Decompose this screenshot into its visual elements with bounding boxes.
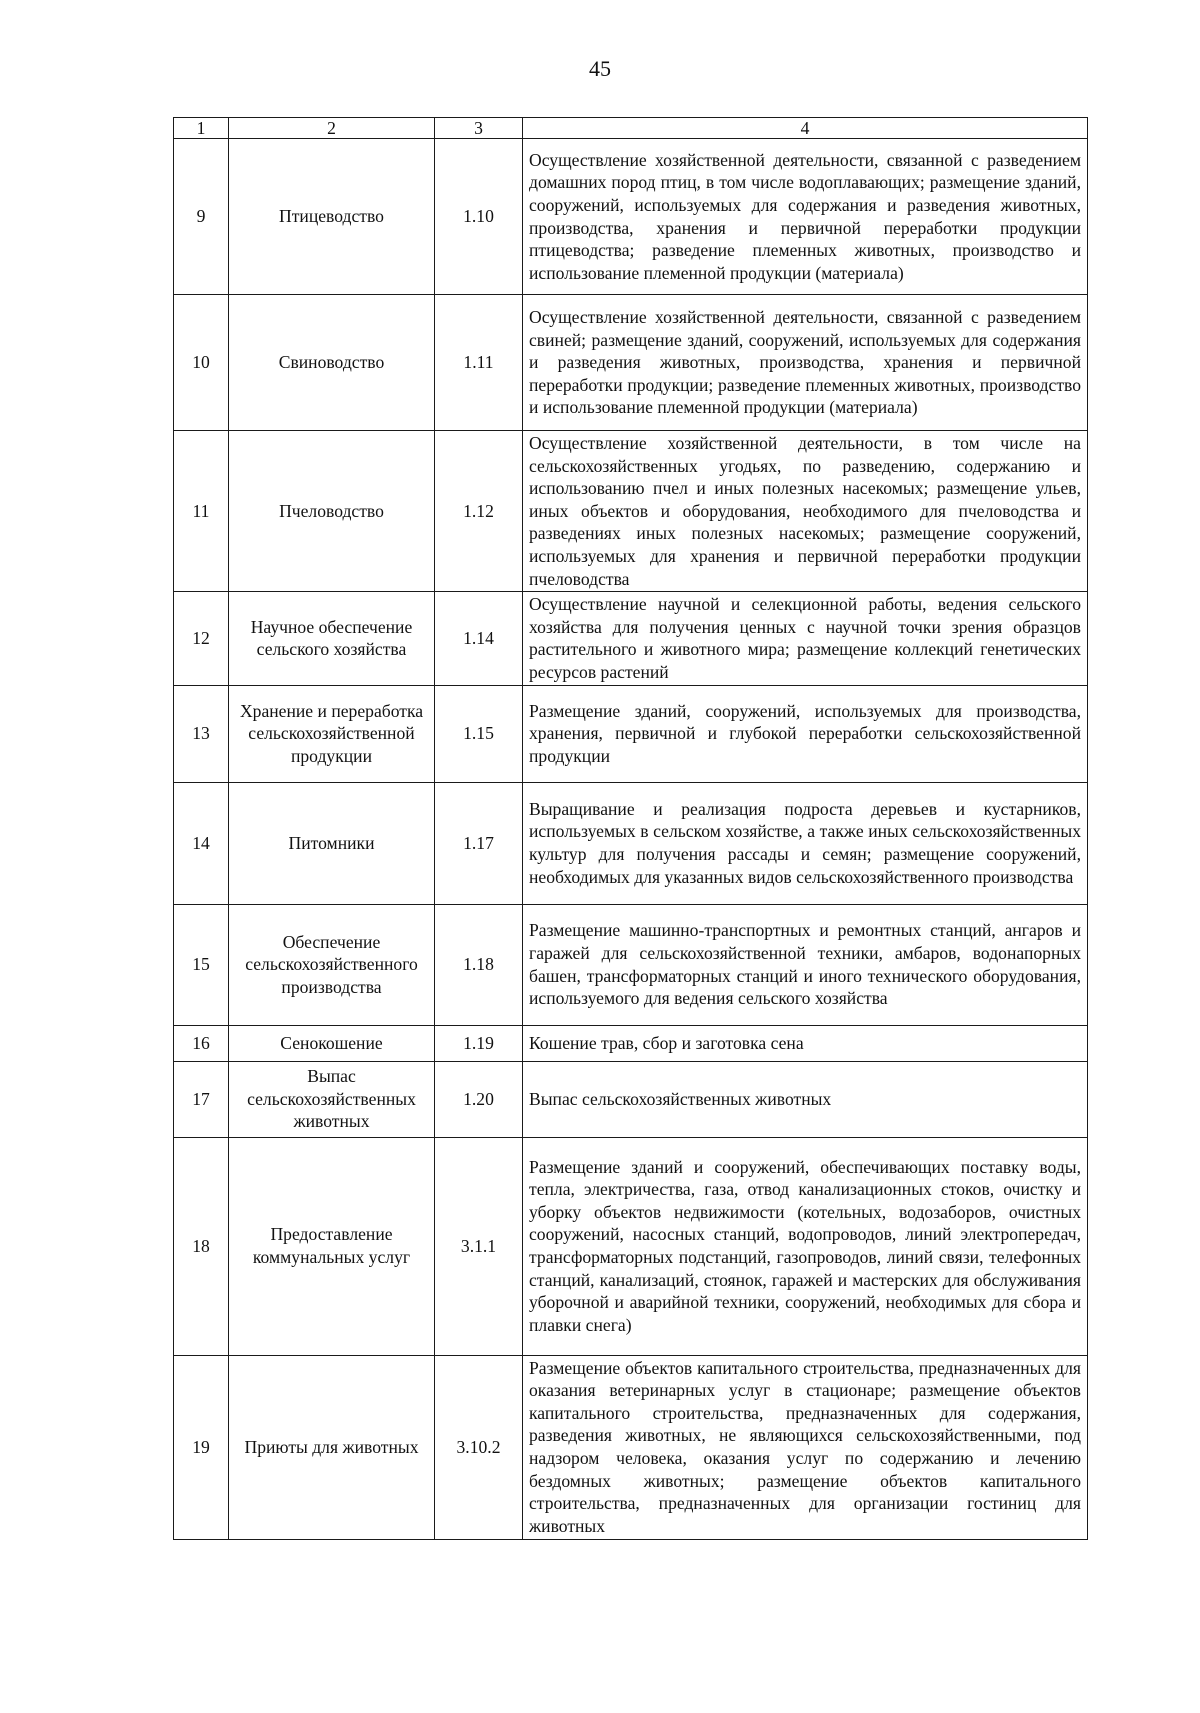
land-use-code: 3.10.2	[435, 1355, 523, 1539]
land-use-description: Размещение зданий и сооружений, обеспечивающих поставку воды, тепла, электричества, газа, отвод канализационных стоков, очистку и уборку объектов недвижимости (котельных, водозаборов, очистных сооружений, насосных станций, водопроводов, линий электропередач, трансформаторных подстанций, газопроводов, линий связи, телефонных станций, канализаций, стоянок, гаражей и мастерских для обслуживания уборочной и аварийной техники, сооружений, необходимых для сбора и плавки снега)	[523, 1137, 1088, 1355]
table-row	[174, 139, 1088, 295]
land-use-description: Выращивание и реализация подроста деревьев и кустарников, используемых в сельском хозяйстве, а также иных сельскохозяйственных культур для получения рассады и семян; размещение сооружений, необходимых для указанных видов сельскохозяйственного производства	[523, 782, 1088, 904]
land-use-code: 1.10	[435, 139, 523, 295]
header-cell: 1	[174, 118, 229, 139]
land-use-description: Размещение зданий, сооружений, используемых для производства, хранения, первичной и глубокой переработки сельскохозяйственной продукции	[523, 685, 1088, 782]
land-use-description: Осуществление хозяйственной деятельности, в том числе на сельскохозяйственных угодьях, по разведению, содержанию и использованию пчел и иных полезных насекомых; размещение ульев, иных объектов и оборудования, необходимого для пчеловодства и разведениях иных полезных насекомых; размещение сооружений, используемых для хранения и первичной переработки продукции пчеловодства	[523, 431, 1088, 592]
land-use-code: 1.17	[435, 782, 523, 904]
land-use-name: Приюты для животных	[229, 1355, 435, 1539]
header-cell: 4	[523, 118, 1088, 139]
land-use-code: 1.19	[435, 1025, 523, 1061]
row-number: 12	[174, 592, 229, 685]
table-row	[174, 782, 1088, 904]
row-number: 9	[174, 139, 229, 295]
land-use-name: Хранение и переработка сельскохозяйственной продукции	[229, 685, 435, 782]
land-use-name: Пчеловодство	[229, 431, 435, 592]
land-use-name: Птицеводство	[229, 139, 435, 295]
land-use-description: Размещение машинно-транспортных и ремонтных станций, ангаров и гаражей для сельскохозяйственной техники, амбаров, водонапорных башен, трансформаторных станций и иного технического оборудования, используемого для ведения сельского хозяйства	[523, 904, 1088, 1025]
land-use-code: 1.14	[435, 592, 523, 685]
land-use-name: Сенокошение	[229, 1025, 435, 1061]
table-row	[174, 1137, 1088, 1355]
land-use-code: 1.11	[435, 295, 523, 431]
header-cell: 3	[435, 118, 523, 139]
land-use-code: 3.1.1	[435, 1137, 523, 1355]
land-use-code: 1.20	[435, 1061, 523, 1137]
table-row	[174, 431, 1088, 592]
table-row	[174, 1025, 1088, 1061]
row-number: 18	[174, 1137, 229, 1355]
row-number: 14	[174, 782, 229, 904]
land-use-code: 1.15	[435, 685, 523, 782]
header-row	[174, 118, 1088, 139]
header-cell: 2	[229, 118, 435, 139]
land-use-code: 1.18	[435, 904, 523, 1025]
land-use-name: Выпас сельскохозяйственных животных	[229, 1061, 435, 1137]
land-use-name: Свиноводство	[229, 295, 435, 431]
table-row	[174, 685, 1088, 782]
table-row	[174, 1061, 1088, 1137]
land-use-table	[173, 117, 1088, 1540]
land-use-description: Кошение трав, сбор и заготовка сена	[523, 1025, 1088, 1061]
land-use-description: Размещение объектов капитального строительства, предназначенных для оказания ветеринарных услуг в стационаре; размещение объектов капитального строительства, предназначенных для содержания, разведения животных, не являющихся сельскохозяйственными, под надзором человека, оказания услуг по содержанию и лечению бездомных животных; размещение объектов капитального строительства, предназначенных для организации гостиниц для животных	[523, 1355, 1088, 1539]
land-use-name: Предоставление коммунальных услуг	[229, 1137, 435, 1355]
table-row	[174, 1355, 1088, 1539]
land-use-name: Научное обеспечение сельского хозяйства	[229, 592, 435, 685]
table-row	[174, 295, 1088, 431]
land-use-description: Осуществление хозяйственной деятельности, связанной с разведением домашних пород птиц, в том числе водоплавающих; размещение зданий, сооружений, используемых для содержания и разведения животных, производства, хранения и первичной переработки продукции птицеводства; разведение племенных животных, производство и использование племенной продукции (материала)	[523, 139, 1088, 295]
row-number: 10	[174, 295, 229, 431]
land-use-name: Обеспечение сельскохозяйственного производства	[229, 904, 435, 1025]
row-number: 15	[174, 904, 229, 1025]
row-number: 11	[174, 431, 229, 592]
land-use-description: Осуществление научной и селекционной работы, ведения сельского хозяйства для получения ценных с научной точки зрения образцов растительного и животного мира; размещение коллекций генетических ресурсов растений	[523, 592, 1088, 685]
table-row	[174, 592, 1088, 685]
page-number: 45	[589, 56, 611, 81]
land-use-description: Выпас сельскохозяйственных животных	[523, 1061, 1088, 1137]
table-row	[174, 904, 1088, 1025]
row-number: 16	[174, 1025, 229, 1061]
land-use-description: Осуществление хозяйственной деятельности, связанной с разведением свиней; размещение зданий, сооружений, используемых для содержания и разведения животных, производства, хранения и первичной переработки продукции; разведение племенных животных, производство и использование племенной продукции (материала)	[523, 295, 1088, 431]
land-use-name: Питомники	[229, 782, 435, 904]
row-number: 13	[174, 685, 229, 782]
land-use-code: 1.12	[435, 431, 523, 592]
row-number: 17	[174, 1061, 229, 1137]
row-number: 19	[174, 1355, 229, 1539]
